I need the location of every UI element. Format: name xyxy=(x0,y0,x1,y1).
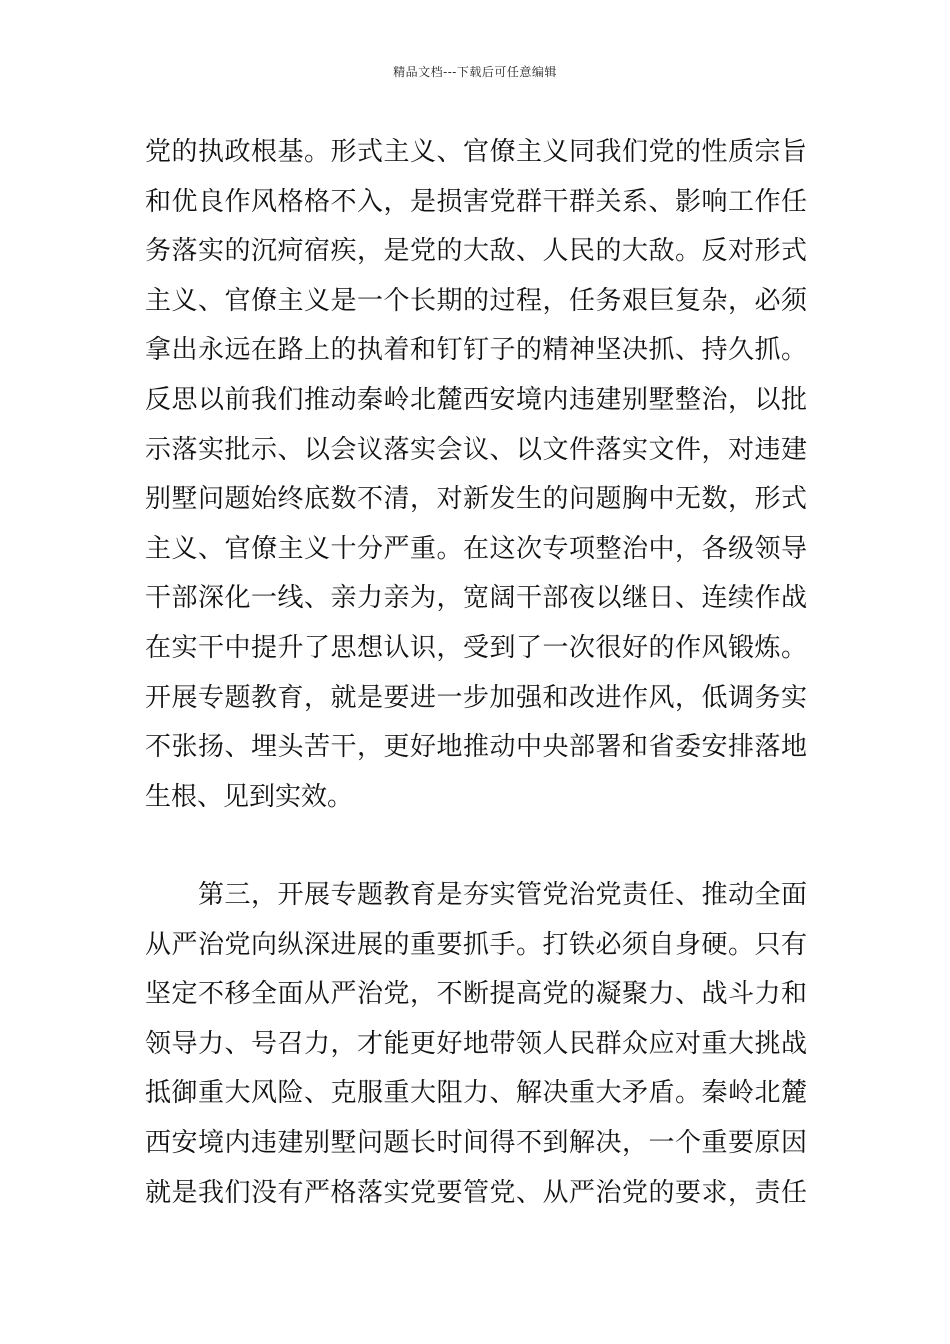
text-line: 坚定不移全面从严治党，不断提高党的凝聚力、战斗力和 xyxy=(145,979,807,1010)
text-line: 和优良作风格格不入，是损害党群干群关系、影响工作任 xyxy=(145,186,807,217)
text-line: 西安境内违建别墅问题长时间得不到解决，一个重要原因 xyxy=(145,1127,807,1158)
text-line: 主义、官僚主义是一个长期的过程，任务艰巨复杂，必须 xyxy=(145,285,807,316)
text-line: 领导力、号召力，才能更好地带领人民群众应对重大挑战 xyxy=(145,1028,807,1059)
text-line: 不张扬、埋头苦干，更好地推动中央部署和省委安排落地 xyxy=(145,732,807,763)
text-line: 主义、官僚主义十分严重。在这次专项整治中，各级领导 xyxy=(145,533,807,564)
text-line: 反思以前我们推动秦岭北麓西安境内违建别墅整治，以批 xyxy=(145,384,807,415)
body-paragraph xyxy=(145,871,807,1218)
text-line: 别墅问题始终底数不清，对新发生的问题胸中无数，形式 xyxy=(145,484,807,515)
page-header-watermark: 精品文档---下载后可任意编辑 xyxy=(393,65,557,79)
text-line: 示落实批示、以会议落实会议、以文件落实文件，对违建 xyxy=(145,434,807,465)
text-line: 从严治党向纵深进展的重要抓手。打铁必须自身硬。只有 xyxy=(145,929,807,960)
text-line: 务落实的沉疴宿疾，是党的大敌、人民的大敌。反对形式 xyxy=(145,236,807,267)
body-paragraph xyxy=(145,128,807,822)
text-line: 第三，开展专题教育是夯实管党治党责任、推动全面 xyxy=(145,880,807,910)
text-line: 生根、见到实效。 xyxy=(145,781,354,812)
text-line: 拿出永远在路上的执着和钉钉子的精神坚决抓、持久抓。 xyxy=(145,335,807,366)
text-line: 开展专题教育，就是要进一步加强和改进作风，低调务实 xyxy=(145,682,807,713)
text-line: 就是我们没有严格落实党要管党、从严治党的要求，责任 xyxy=(145,1177,807,1208)
text-line: 抵御重大风险、克服重大阻力、解决重大矛盾。秦岭北麓 xyxy=(145,1078,807,1109)
text-line: 干部深化一线、亲力亲为，宽阔干部夜以继日、连续作战 xyxy=(145,583,807,614)
text-line: 在实干中提升了思想认识，受到了一次很好的作风锻炼。 xyxy=(145,632,807,663)
text-line: 党的执政根基。形式主义、官僚主义同我们党的性质宗旨 xyxy=(145,137,807,167)
